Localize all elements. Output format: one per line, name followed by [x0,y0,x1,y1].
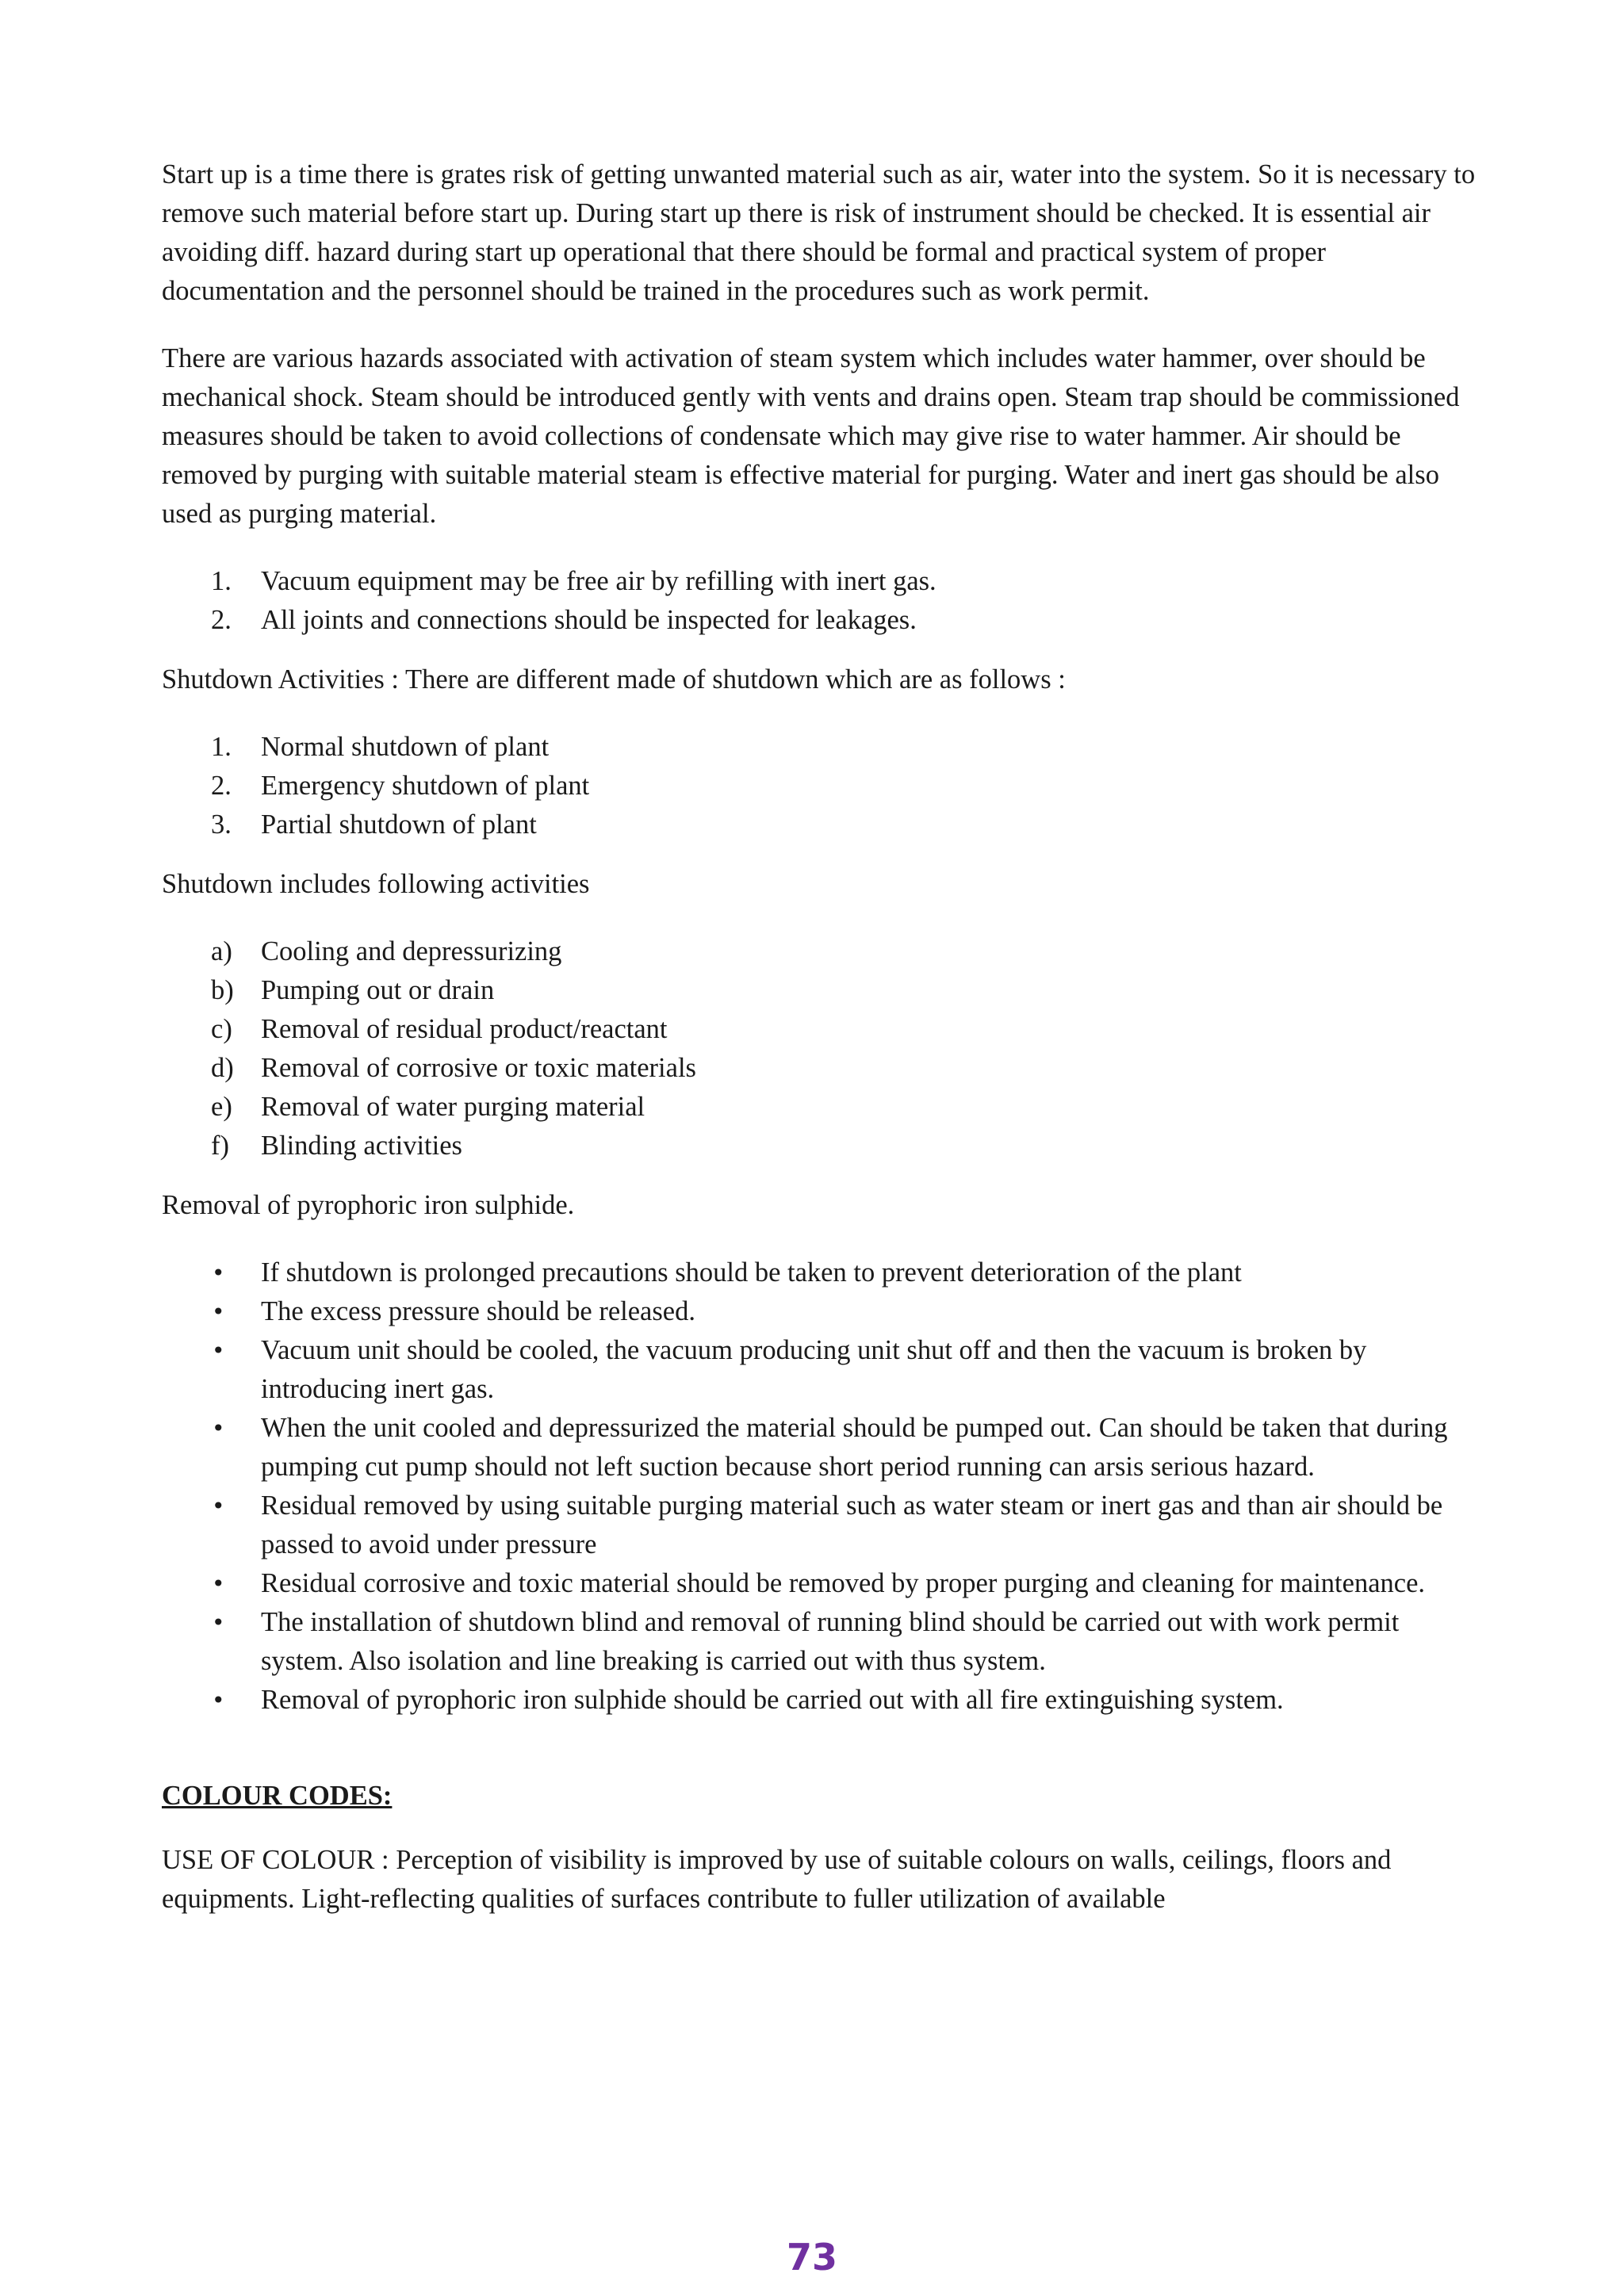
list-item [162,1127,1478,1165]
list-item-text: Removal of water purging material [261,1092,645,1122]
list-item [162,1088,1478,1127]
list-marker: 2. [211,605,232,635]
list-item-text: Removal of corrosive or toxic materials [261,1053,696,1083]
list-item [162,1409,1478,1487]
bullet-icon: • [212,1493,225,1519]
list-item-text: The installation of shutdown blind and removal of running blind should be carried out with work permit system. Also isolation and line breaking is carried out with thus system. [261,1607,1400,1676]
bullet-icon: • [212,1299,225,1325]
shutdown-modes-list [162,728,1478,844]
list-item-text: All joints and connections should be inspected for leakages. [261,605,917,635]
list-item-text: Emergency shutdown of plant [261,771,590,801]
page-number: 73 [786,2236,837,2279]
startup-list [162,562,1478,640]
list-item [162,1603,1478,1681]
list-item [162,1049,1478,1088]
startup-paragraph: Start up is a time there is grates risk of getting unwanted material such as air, water into the system. So it is necessary to remove such material before start up. During start up there is risk of instrument should be checked. It is essential air avoiding diff. hazard during start up operational that there should be formal and practical system of proper documentation and the personnel should be trained in the procedures such as work permit. [162,159,1476,306]
bullet-icon: • [212,1260,225,1286]
steam-system-paragraph: There are various hazards associated with activation of steam system which includes water hammer, over should be mechanical shock. Steam should be introduced gently with vents and drains open. Steam trap should be commissioned measures should be taken to avoid collections of condensate which may give rise to water hammer. Air should be removed by purging with suitable material steam is effective material for purging. Water and inert gas should be also used as purging material. [162,343,1460,529]
list-item [162,562,1478,601]
list-item-text: Removal of pyrophoric iron sulphide should be carried out with all fire extinguishing system. [261,1685,1284,1715]
list-item-text: Pumping out or drain [261,975,495,1005]
list-item-text: Residual removed by using suitable purging material such as water steam or inert gas and than air should be passed to avoid under pressure [261,1490,1443,1559]
list-item-text: Normal shutdown of plant [261,732,550,762]
bullet-icon: • [212,1687,225,1713]
list-marker: b) [211,975,234,1005]
list-item [162,1292,1478,1331]
list-marker: a) [211,936,232,966]
list-item-text: Removal of residual product/reactant [261,1014,668,1044]
list-marker: 1. [211,566,232,596]
list-item-text: Cooling and depressurizing [261,936,562,966]
colour-codes-heading: COLOUR CODES: [162,1781,393,1811]
activities-intro: Shutdown includes following activities [162,869,590,899]
list-item [162,728,1478,767]
list-marker: e) [211,1092,232,1122]
pyrophoric-paragraph: Removal of pyrophoric iron sulphide. [162,1190,575,1220]
list-marker: f) [211,1131,229,1161]
list-item-text: Residual corrosive and toxic material should be removed by proper purging and cleaning for maintenance. [261,1568,1426,1598]
list-item [162,806,1478,844]
list-marker: d) [211,1053,234,1083]
list-item-text: When the unit cooled and depressurized the material should be pumped out. Can should be taken that during pumping cut pump should not left suction because short period running can arsis serious hazard. [261,1413,1448,1482]
list-marker: c) [211,1014,232,1044]
list-item [162,1564,1478,1603]
list-item [162,1681,1478,1720]
list-marker: 3. [211,809,232,840]
list-item [162,1331,1478,1409]
list-item [162,971,1478,1010]
list-item-text: Vacuum equipment may be free air by refilling with inert gas. [261,566,936,596]
list-item [162,932,1478,971]
list-item-text: If shutdown is prolonged precautions should be taken to prevent deterioration of the plant [261,1257,1242,1288]
bullet-icon: • [212,1609,225,1636]
bullet-icon: • [212,1337,225,1364]
shutdown-intro: Shutdown Activities : There are different made of shutdown which are as follows : [162,664,1066,695]
list-item [162,601,1478,640]
list-item [162,1010,1478,1049]
list-item-text: Vacuum unit should be cooled, the vacuum producing unit shut off and then the vacuum is broken by introducing inert gas. [261,1335,1367,1404]
list-item-text: The excess pressure should be released. [261,1296,695,1326]
list-item [162,1487,1478,1564]
list-item-text: Blinding activities [261,1131,462,1161]
list-item [162,767,1478,806]
list-marker: 1. [211,732,232,762]
precautions-list [162,1253,1478,1720]
bullet-icon: • [212,1415,225,1441]
use-of-colour-paragraph: USE OF COLOUR : Perception of visibility is improved by use of suitable colours on walls, ceilings, floors and equipments. Light-reflecting qualities of surfaces contribute to fuller utilization of available [162,1845,1392,1914]
list-item-text: Partial shutdown of plant [261,809,537,840]
document-body [162,155,1478,1947]
list-item [162,1253,1478,1292]
list-marker: 2. [211,771,232,801]
bullet-icon: • [212,1571,225,1597]
activities-list [162,932,1478,1165]
